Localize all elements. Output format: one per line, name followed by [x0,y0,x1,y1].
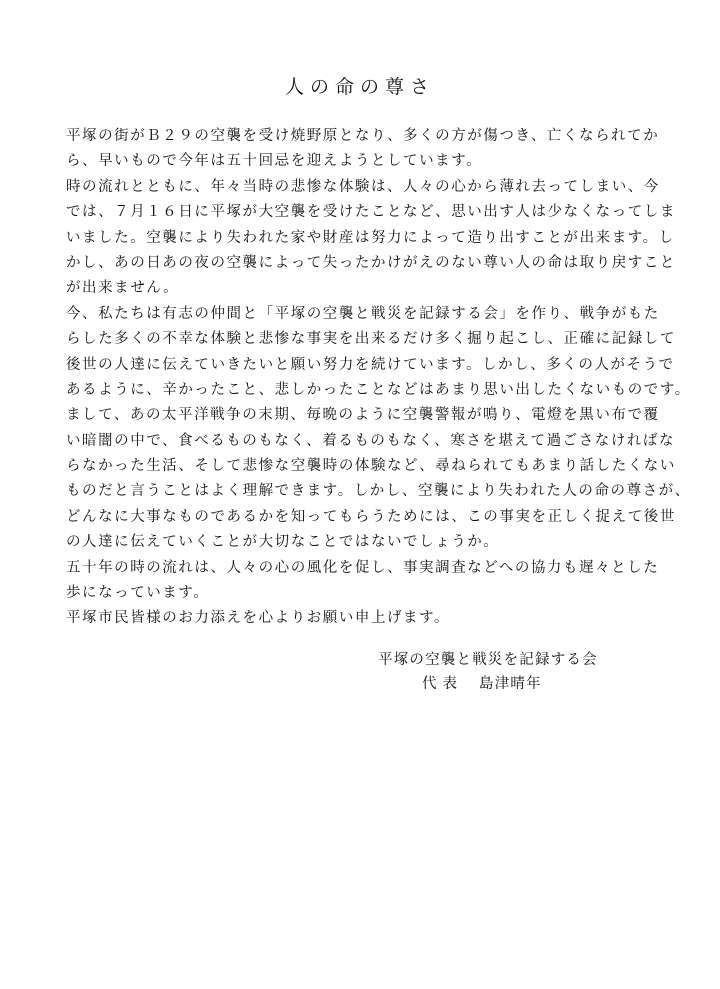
text-line: 今、私たちは有志の仲間と「平塚の空襲と戦災を記録する会」を作り、戦争がもた [66,305,660,322]
text-line: ら、早いもので今年は五十回忌を迎えようとしています。 [66,153,483,170]
text-line: 五十年の時の流れは、人々の心の風化を促し、事実調査などへの協力も遅々とした [66,559,660,576]
text-line: 後世の人達に伝えていきたいと願い努力を続けています。しかし、多くの人がそうで [66,356,675,373]
text-line: が出来ません。 [66,280,180,297]
text-line: 平塚の街がＢ２９の空襲を受け焼野原となり、多くの方が傷つき、亡くなられてか [66,128,660,144]
text-line: 時の流れとともに、年々当時の悲惨な体験は、人々の心から薄れ去ってしまい、今 [66,178,660,195]
text-line: では、７月１６日に平塚が大空襲を受けたことなど、思い出す人は少なくなってしま [66,204,676,221]
text-line: い暗闇の中で、食べるものもなく、着るものもなく、寒さを堪えて過ごさなければな [66,432,676,449]
signature-representative [422,672,678,696]
text-line: あるように、辛かったこと、悲しかったことなどはあまり思い出したくないものです。 [66,381,691,398]
body-text [66,124,691,632]
text-line: らなかった生活、そして悲惨な空襲時の体験など、尋ねられてもあまり話したくない [66,458,676,475]
signature-name: 島津晴年 [479,676,542,692]
signature-block [378,648,678,696]
text-line: の人達に伝えていくことが大切なことではないでしょうか。 [66,534,500,551]
text-line: まして、あの太平洋戦争の末期、毎晩のように空襲警報が鳴り、電燈を黒い布で覆 [66,407,660,424]
text-line: かし、あの日あの夜の空襲によって失ったかけがえのない尊い人の命は取り戻すこと [66,254,676,271]
text-line: らした多くの不幸な体験と悲惨な事実を出来るだけ多く掘り起こし、正確に記録して [66,331,676,348]
signature-role: 代表 [422,676,463,692]
text-line: いました。空襲により失われた家や財産は努力によって造り出すことが出来ます。し [66,229,675,246]
text-line: 歩になっています。 [66,585,210,602]
text-line: どんなに大事なものであるかを知ってもらうためには、この事実を正しく捉えて後世 [66,508,676,525]
text-line: 平塚市民皆様のお力添えを心よりお願い申上げます。 [66,610,451,627]
text-line: ものだと言うことはよく理解できます。しかし、空襲により失われた人の命の尊さが、 [66,483,691,500]
page-title: 人の命の尊さ [284,76,435,98]
signature-organization: 平塚の空襲と戦災を記録する会 [378,652,598,668]
